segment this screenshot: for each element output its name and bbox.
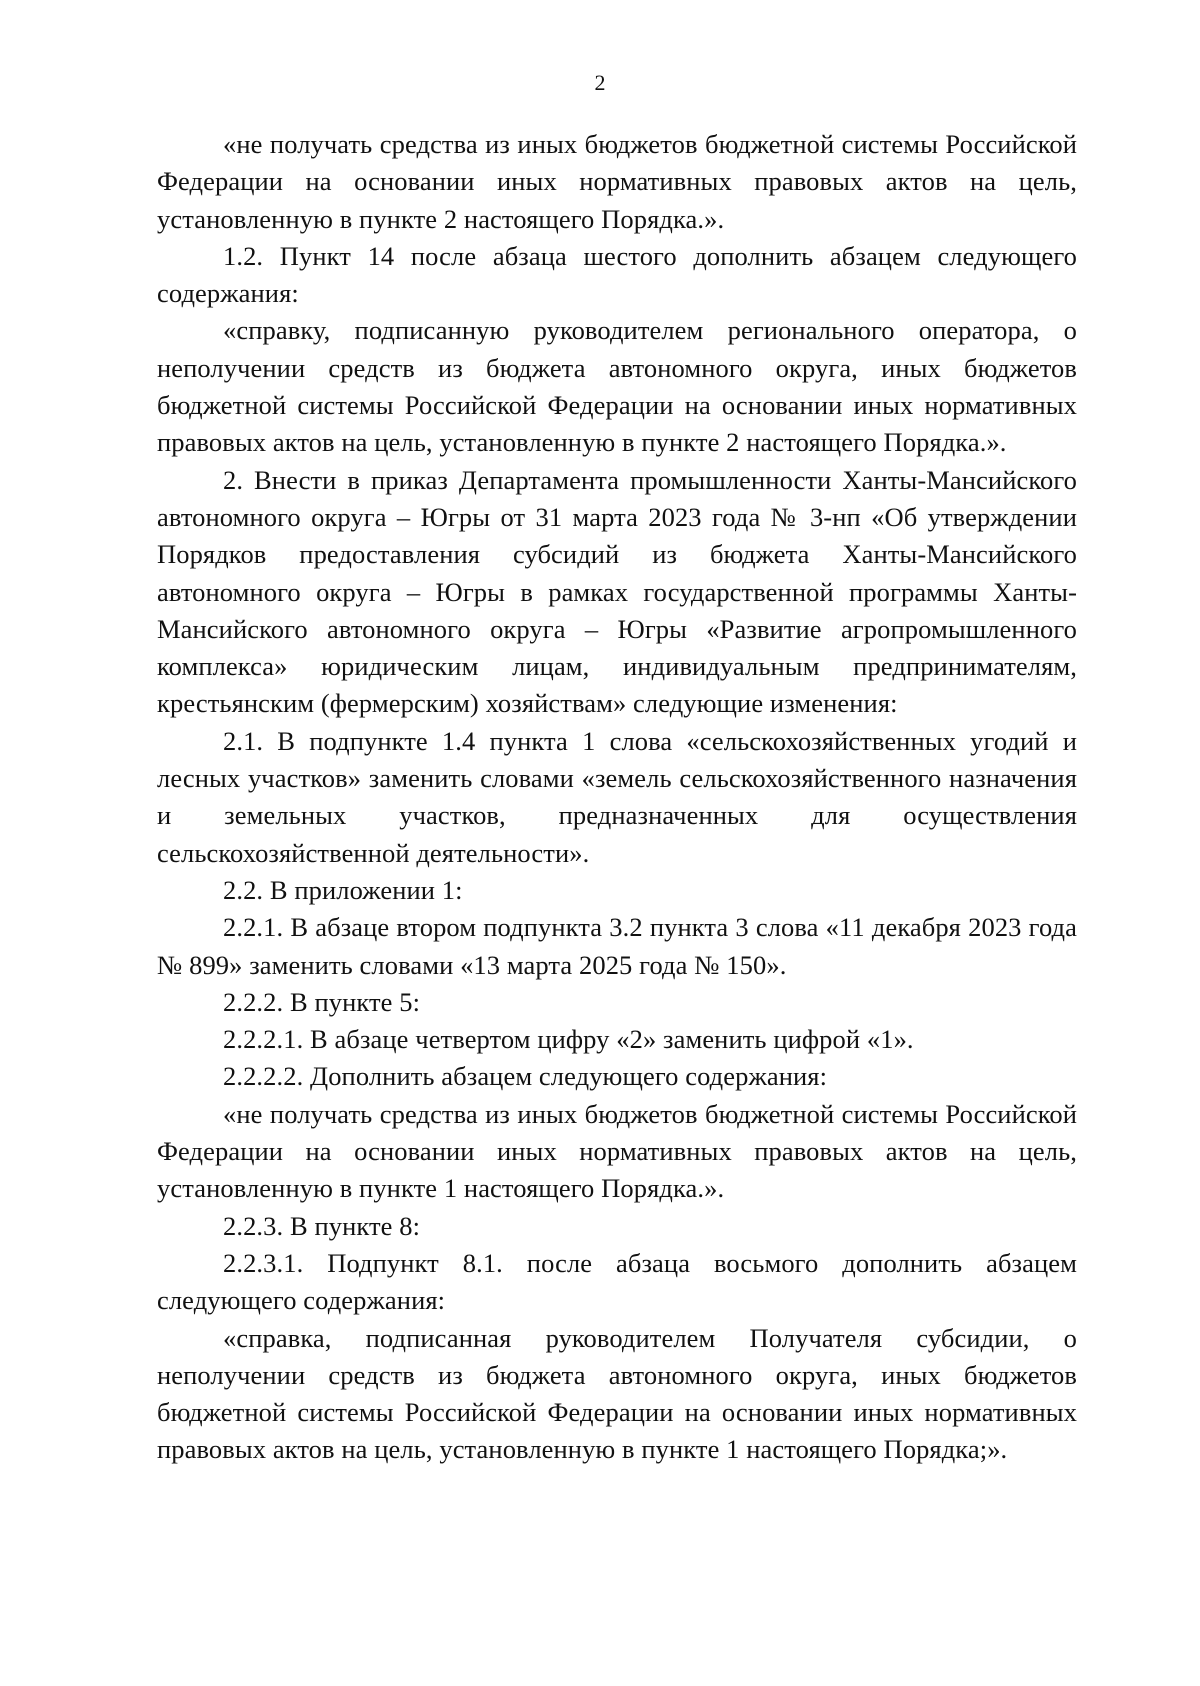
document-body (157, 126, 1077, 1469)
paragraph-2-2-3: 2.2.3. В пункте 8: (223, 1210, 421, 1241)
paragraph-2: 2. Внести в приказ Департамента промышленности Ханты-Мансийского автономного округа – Югры от 31 марта 2023 года № 3-нп «Об утверждении Порядков предоставления субсидий из бюджета Ханты-Мансийского автономного округа – Югры в рамках государственной программы Ханты-Мансийского автономного округа – Югры «Развитие агропромышленного комплекса» юридическим лицам, индивидуальным предпринимателям, крестьянским (фермерским) хозяйствам» следующие изменения: (157, 464, 1077, 719)
page-number: 2 (594, 70, 606, 95)
paragraph-1-2: 1.2. Пункт 14 после абзаца шестого дополнить абзацем следующего содержания: (157, 240, 1077, 309)
paragraph-2-2-2-1: 2.2.2.1. В абзаце четвертом цифру «2» заменить цифрой «1». (223, 1024, 914, 1055)
paragraph-2-2-1: 2.2.1. В абзаце втором подпункта 3.2 пункта 3 слова «11 декабря 2023 года № 899» заменить словами «13 марта 2025 года № 150». (157, 912, 1077, 980)
paragraph-2-2-2: 2.2.2. В пункте 5: (223, 986, 421, 1017)
paragraph-quote-certificate-2: «справку, подписанную руководителем регионального оператора, о неполучении средств из бюджета автономного округа, иных бюджетов бюджетной системы Российской Федерации на основании иных нормативных правовых актов на цель, установленную в пункте 2 настоящего Порядка.». (157, 315, 1077, 458)
paragraph-2-2-2-2: 2.2.2.2. Дополнить абзацем следующего содержания: (223, 1061, 828, 1092)
paragraph-quote-certificate-1: «справка, подписанная руководителем Получателя субсидии, о неполучении средств из бюджета автономного округа, иных бюджетов бюджетной системы Российской Федерации на основании иных нормативных правовых актов на цель, установленную в пункте 1 настоящего Порядка;». (157, 1322, 1077, 1465)
paragraph-2-2-3-1: 2.2.3.1. Подпункт 8.1. после абзаца восьмого дополнить абзацем следующего содержания: (157, 1247, 1077, 1316)
paragraph-quote-budget-1: «не получать средства из иных бюджетов бюджетной системы Российской Федерации на основании иных нормативных правовых актов на цель, установленную в пункте 1 настоящего Порядка.». (157, 1098, 1077, 1204)
paragraph-2-2: 2.2. В приложении 1: (223, 874, 463, 905)
paragraph-2-1: 2.1. В подпункте 1.4 пункта 1 слова «сельскохозяйственных угодий и лесных участков» заменить словами «земель сельскохозяйственного назначения и земельных участков, предназначенных для осуществления сельскохозяйственной деятельности». (157, 725, 1077, 868)
paragraph-quote-budget-2: «не получать средства из иных бюджетов бюджетной системы Российской Федерации на основании иных нормативных правовых актов на цель, установленную в пункте 2 настоящего Порядка.». (157, 129, 1077, 234)
